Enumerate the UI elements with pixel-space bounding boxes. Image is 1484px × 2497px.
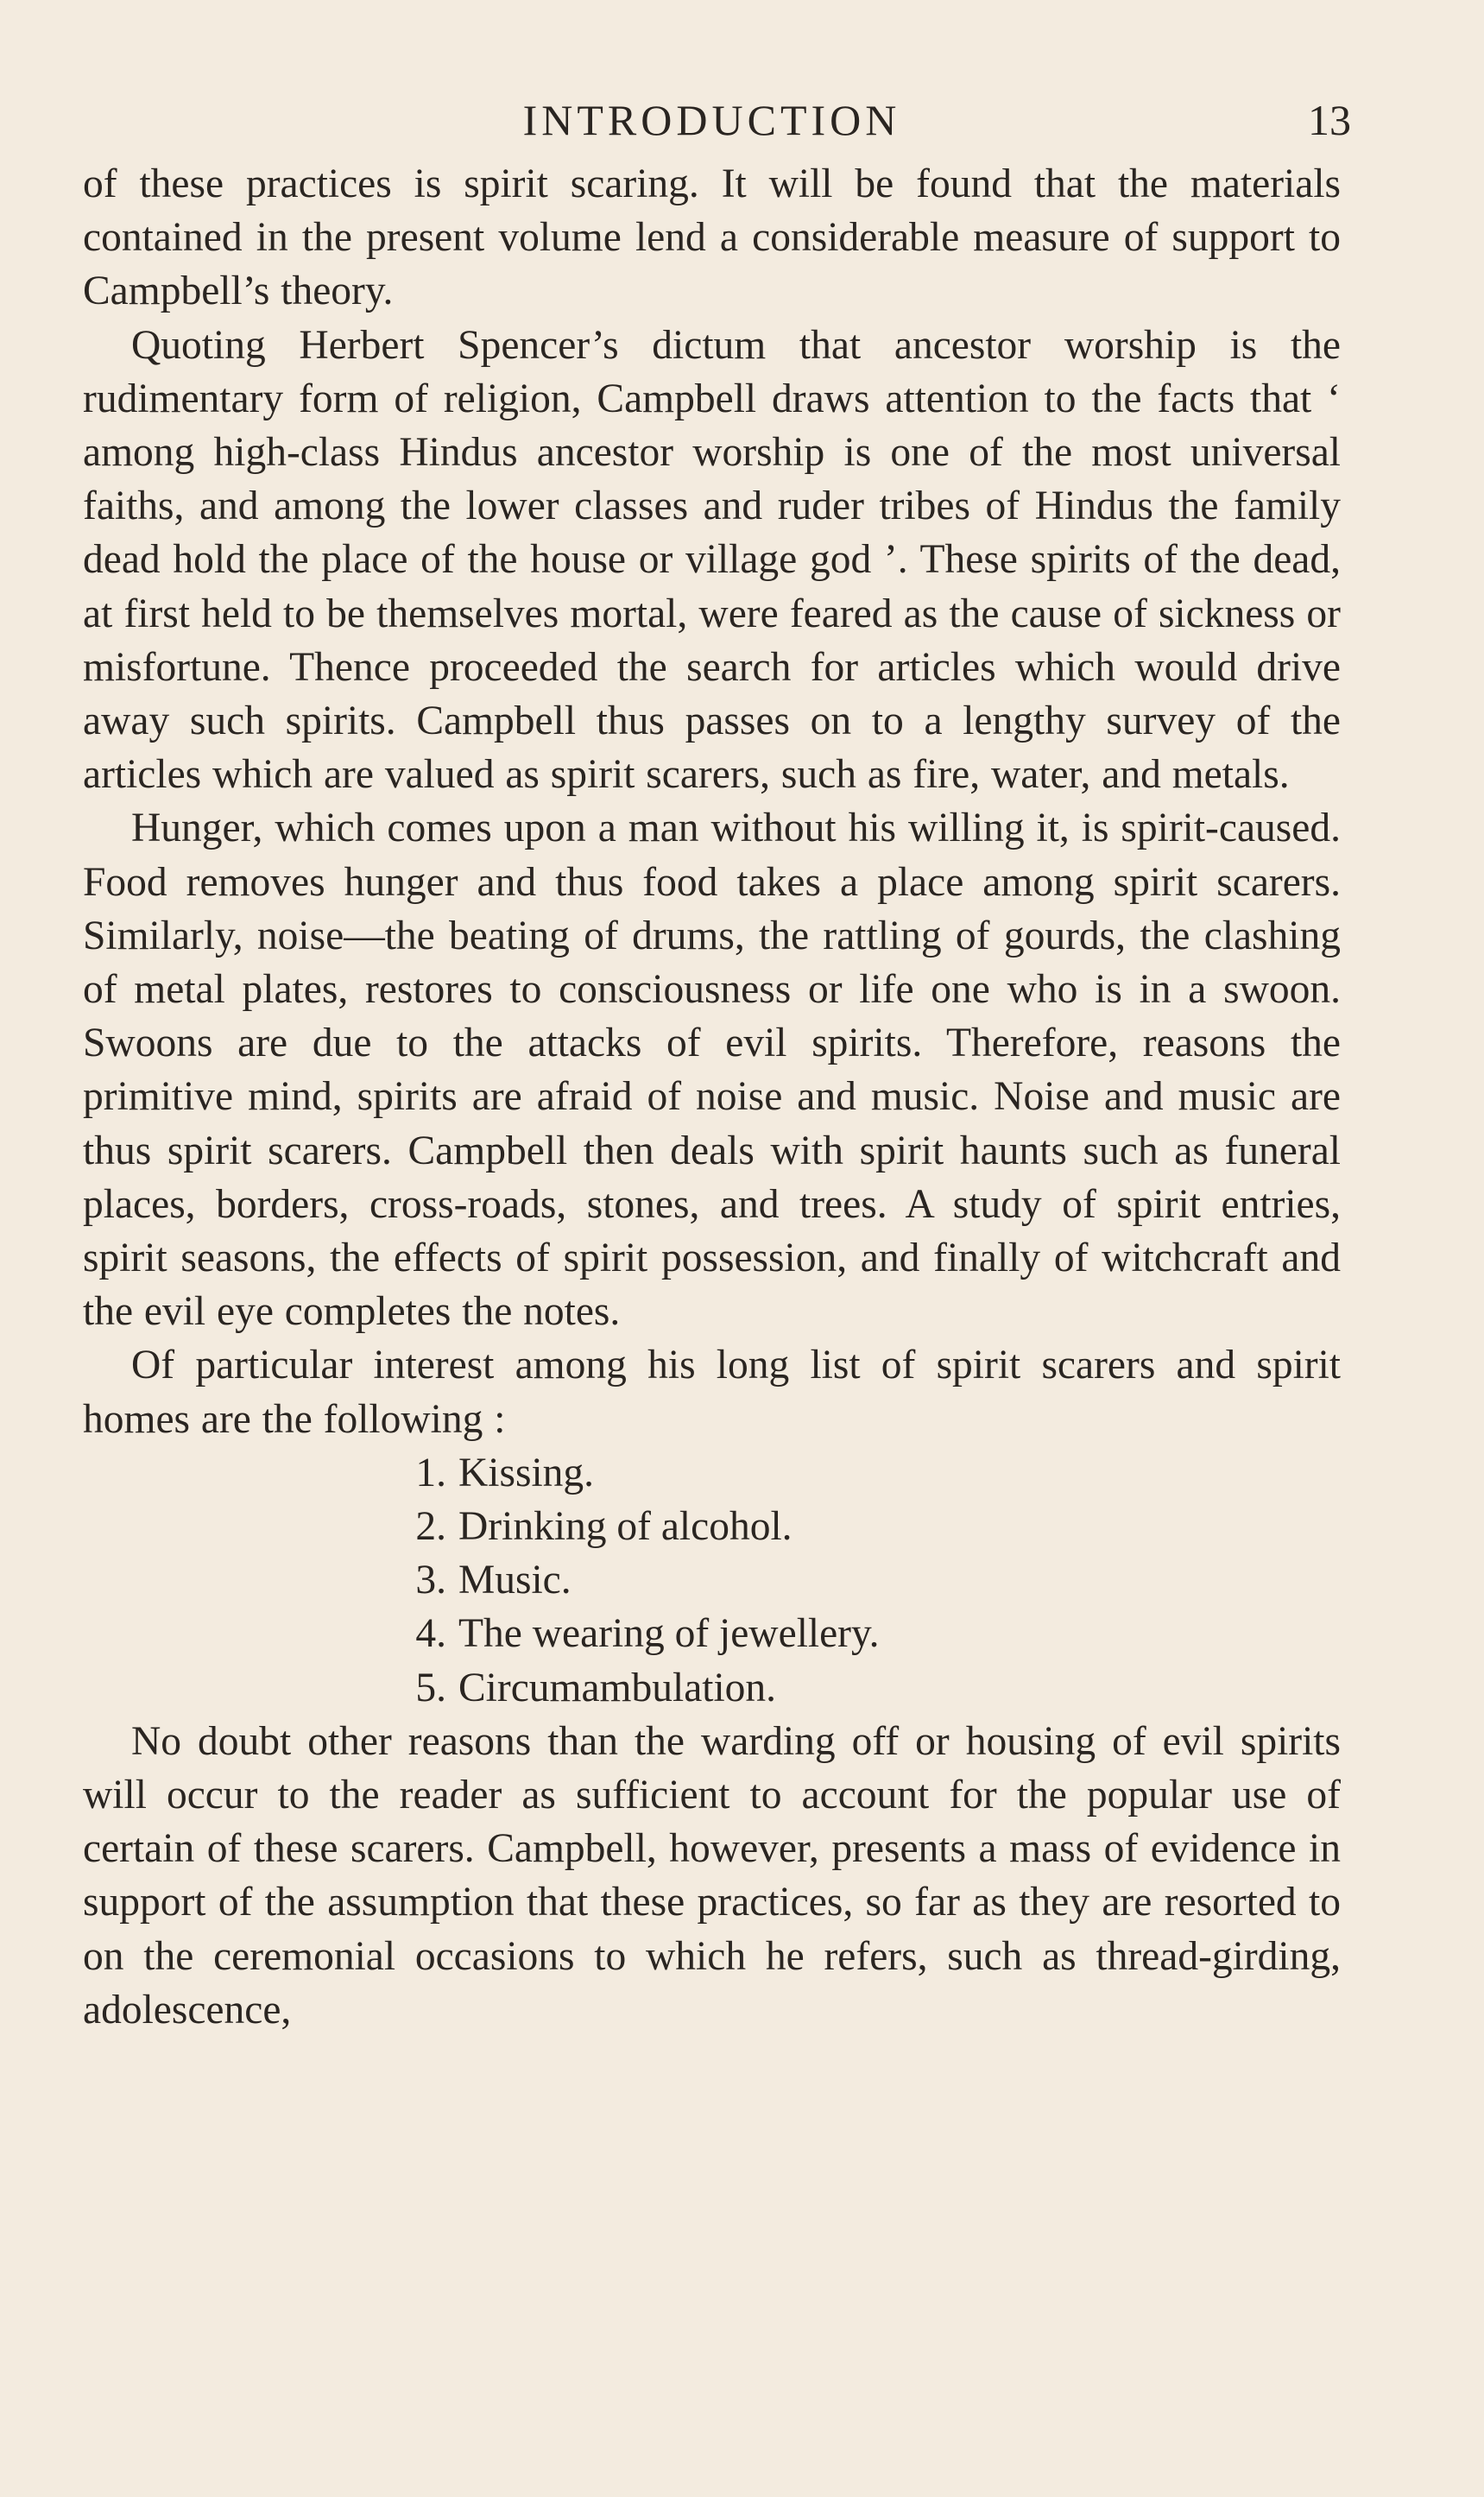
list-item-number: 3. xyxy=(415,1558,446,1603)
running-title: INTRODUCTION xyxy=(522,96,901,144)
list-item-text: The wearing of jewellery. xyxy=(458,1611,880,1657)
list-item-text: Circumambulation. xyxy=(458,1665,777,1710)
list-item-text: Kissing. xyxy=(458,1450,595,1495)
list-item-number: 2. xyxy=(415,1504,446,1550)
paragraph: of these practices is spirit scaring. It will be found that the materials contained in the present volume lend a considerable measure of support to Campbell’s theory. xyxy=(83,161,1341,314)
paragraph: Quoting Herbert Spencer’s dictum that ancestor worship is the rudimentary form of religion, Campbell draws attention to the facts that ‘ among high-class Hindus ancestor worship is one of the most universal faiths, and among the lower classes and ruder tribes of Hindus the family dead hold the place of the house or village god ’. These spirits of the dead, at first held to be themselves mortal, were feared as the cause of sickness or misfortune. Thence proceeded the search for articles which would drive away such spirits. Campbell thus passes on to a lengthy survey of the articles which are valued as spirit scarers, such as fire, water, and metals. xyxy=(83,322,1341,798)
list-item-number: 5. xyxy=(415,1665,446,1710)
list-item-text: Music. xyxy=(458,1558,571,1603)
numbered-list xyxy=(83,1446,1341,1715)
book-page xyxy=(83,93,1351,2037)
list-item xyxy=(405,1446,1341,1500)
list-item xyxy=(405,1607,1341,1660)
paragraph: Hunger, which comes upon a man without his willing it, is spirit-caused. Food removes hunger and thus food takes a place among spirit scarers. Similarly, noise—the beating of drums, the rattling of gourds, the clashing of metal plates, restores to consciousness or life one who is in a swoon. Swoons are due to the attacks of evil spirits. Therefore, reasons the primitive mind, spirits are afraid of noise and music. Noise and music are thus spirit scarers. Campbell then deals with spirit haunts such as funeral places, borders, cross-roads, stones, and trees. A study of spirit entries, spirit seasons, the effects of spirit possession, and finally of witchcraft and the evil eye completes the notes. xyxy=(83,806,1341,1335)
list-item xyxy=(405,1553,1341,1607)
list-item-number: 1. xyxy=(415,1450,446,1495)
list-item-text: Drinking of alcohol. xyxy=(458,1504,793,1550)
list-item xyxy=(405,1500,1341,1553)
list-item-number: 4. xyxy=(415,1611,446,1657)
paragraph: Of particular interest among his long list of spirit scarers and spirit homes are the following : xyxy=(83,1343,1341,1442)
page-header xyxy=(83,93,1351,147)
list-item xyxy=(405,1661,1341,1715)
page-number: 13 xyxy=(1308,96,1351,144)
body-text xyxy=(83,157,1341,2037)
paragraph: No doubt other reasons than the warding off or housing of evil spirits will occur to the reader as sufficient to account for the popular use of certain of these scarers. Campbell, however, presents a mass of evidence in support of the assumption that these practices, so far as they are resorted to on the ceremonial occasions to which he refers, such as thread-girding, adolescence, xyxy=(83,1718,1341,2032)
